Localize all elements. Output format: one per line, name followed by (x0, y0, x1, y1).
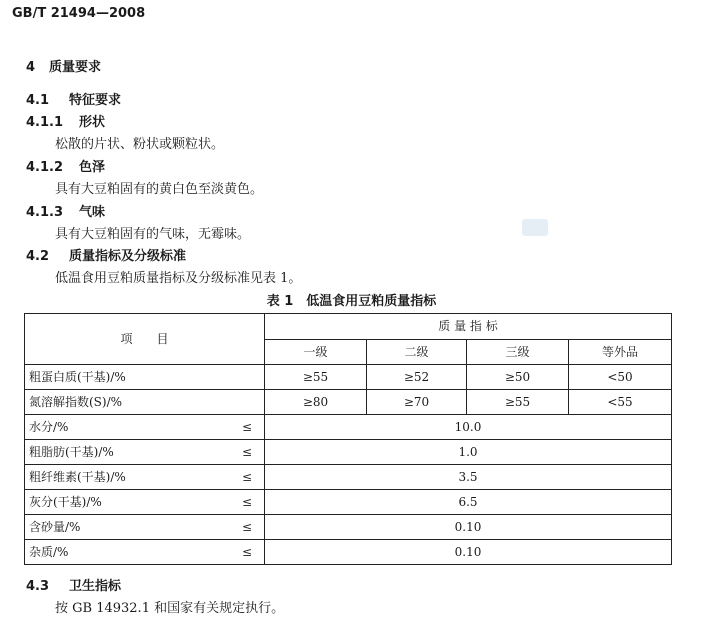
section-4-1-1-heading (26, 111, 105, 130)
grade-value: <55 (569, 390, 672, 415)
table-header-row (25, 314, 672, 340)
limit-value: 3.5 (265, 465, 672, 490)
limit-symbol: ≤ (225, 515, 265, 540)
watermark-logo (522, 219, 548, 236)
grade-value: ≥70 (367, 390, 467, 415)
limit-symbol: ≤ (225, 415, 265, 440)
limit-value: 0.10 (265, 515, 672, 540)
item-label: 含砂量/% (25, 515, 225, 540)
grade-value: ≥80 (265, 390, 367, 415)
limit-value: 10.0 (265, 415, 672, 440)
grade-header: 一级 (265, 339, 367, 365)
section-title: 质量要求 (49, 60, 102, 75)
grade-header: 三级 (467, 339, 569, 365)
table-row (25, 440, 672, 465)
section-4-1-heading (26, 89, 121, 108)
standards-reference: 低温食用豆粕质量指标及分级标准见表 1。 (55, 271, 302, 286)
section-number: 4.3 (26, 579, 50, 594)
item-label: 水分/% (25, 415, 225, 440)
table-row (25, 490, 672, 515)
table-row (25, 465, 672, 490)
section-number: 4.2 (26, 249, 50, 264)
section-title: 质量指标及分级标准 (69, 249, 187, 264)
shape-description: 松散的片状、粉状或颗粒状。 (55, 137, 225, 152)
table-row (25, 365, 672, 390)
document-header: GB/T 21494—2008 (12, 6, 146, 21)
item-label: 灰分(干基)/% (25, 490, 225, 515)
grade-value: ≥50 (467, 365, 569, 390)
section-number: 4 (26, 60, 36, 75)
table-row (25, 540, 672, 565)
quality-index-header: 质 量 指 标 (265, 314, 672, 340)
quality-index-table (24, 313, 672, 565)
section-4-2-heading (26, 245, 186, 264)
section-number: 4.1.1 (26, 115, 64, 130)
section-title: 形状 (79, 115, 106, 130)
grade-value: <50 (569, 365, 672, 390)
section-number: 4.1 (26, 93, 50, 108)
item-header: 项 目 (25, 314, 265, 365)
limit-symbol: ≤ (225, 440, 265, 465)
table-row (25, 390, 672, 415)
table-caption: 表 1 低温食用豆粕质量指标 (266, 294, 437, 309)
section-4-3-heading (26, 575, 121, 594)
table-row (25, 415, 672, 440)
limit-symbol: ≤ (225, 465, 265, 490)
grade-header: 等外品 (569, 339, 672, 365)
grade-value: ≥55 (265, 365, 367, 390)
section-4-1-2-heading (26, 156, 105, 175)
limit-value: 0.10 (265, 540, 672, 565)
odor-description: 具有大豆粕固有的气味，无霉味。 (55, 227, 251, 242)
grade-value: ≥55 (467, 390, 569, 415)
hygiene-reference: 按 GB 14932.1 和国家有关规定执行。 (55, 601, 285, 616)
section-title: 气味 (79, 205, 106, 220)
section-number: 4.1.2 (26, 160, 64, 175)
section-4-heading (26, 56, 101, 75)
item-label: 粗蛋白质(干基)/% (25, 365, 265, 390)
section-title: 特征要求 (69, 93, 122, 108)
limit-symbol: ≤ (225, 540, 265, 565)
grade-header: 二级 (367, 339, 467, 365)
color-description: 具有大豆粕固有的黄白色至淡黄色。 (55, 182, 264, 197)
grade-value: ≥52 (367, 365, 467, 390)
section-title: 卫生指标 (69, 579, 122, 594)
item-label: 粗纤维素(干基)/% (25, 465, 225, 490)
limit-value: 1.0 (265, 440, 672, 465)
item-label: 杂质/% (25, 540, 225, 565)
section-number: 4.1.3 (26, 205, 64, 220)
item-label: 氮溶解指数(S)/% (25, 390, 265, 415)
section-4-1-3-heading (26, 201, 105, 220)
section-title: 色泽 (79, 160, 106, 175)
item-label: 粗脂肪(干基)/% (25, 440, 225, 465)
limit-symbol: ≤ (225, 490, 265, 515)
limit-value: 6.5 (265, 490, 672, 515)
table-row (25, 515, 672, 540)
